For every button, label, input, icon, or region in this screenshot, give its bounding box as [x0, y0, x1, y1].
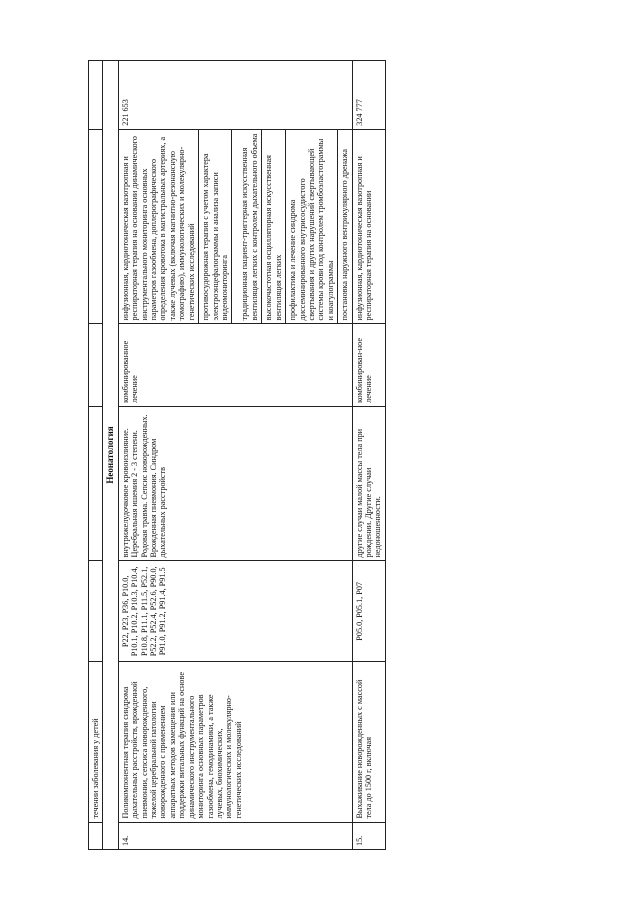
- method-item: постановка наружного вентрикулярного дренажа: [340, 149, 350, 321]
- row-number: 15.: [352, 822, 385, 849]
- service-name: Поликомпонентная терапия синдрома дыхательных расстройств, врожденной пневмонии, сепсиса новорожденного, тяжелой церебральной патологии новорожденного с применением аппаратных методов замещения или поддержки витальных функций на основе динамического инструментального мониторинга основных параметров газообмена, гемодинамики, а также лучевых, биохимических, иммунологических и молекулярно-генетических исследований: [118, 662, 352, 822]
- treatment-type: комбинирован-ное лечение: [352, 324, 385, 406]
- patient-model: внутрижелудочковое кровоизлияние. Церебральная ишемия 2 - 3 степени. Родовая травма. Сепсис новорожденных. Врожденная пневмония. Синдром дыхательных расстройств: [118, 406, 352, 561]
- cont-cell-5: [89, 324, 103, 406]
- rotated-document-page: [88, 60, 614, 850]
- treatment-methods: [118, 129, 352, 324]
- table-row: [352, 61, 385, 850]
- method-text: традиционная пациент-триггерная искусственная вентиляция легких с контролем дыхательного объема: [240, 133, 259, 321]
- method-item: противосудорожная терапия с учетом характера электроэнцефалограммы и анализа записи видеомониторинга: [199, 130, 232, 324]
- cont-cell-4: [89, 406, 103, 561]
- section-row: [103, 61, 118, 850]
- service-name: Выхаживание новорожденных с массой тела до 1500 г, включая: [352, 662, 385, 822]
- cont-cell-2: течении заболевания у детей: [89, 662, 103, 822]
- price-value: 221 653: [118, 61, 352, 130]
- method-item: инфузионная, кардиотоническая вазотропная и респираторная терапия на основании динамического инструментального мониторинга основных параметров газообмена, доплерографического определения кровотока в магистральных артериях, а также лучевых (включая магнитно-резонансную томографию), иммунологических и молекулярно-генетических исследований: [119, 130, 199, 324]
- treatment-methods: [352, 129, 385, 324]
- method-item: высокочастотная осцилляторная искусственная вентиляция легких: [262, 130, 286, 324]
- icd-codes: P22, P23, P36, P10.0, P10.1, P10.2, P10.3, P10.4, P10.8, P11.1, P11.5, P52.1, P52.2, P52.4, P52.6, P90.0, P91.0, P91.2, P91.4, P91.5: [118, 561, 352, 662]
- table-row: [118, 61, 352, 850]
- cont-cell-1: [89, 822, 103, 849]
- continuation-row: [89, 61, 103, 850]
- section-title: Неонатология: [103, 61, 118, 850]
- cont-cell-6: [89, 129, 103, 324]
- patient-model: другие случаи малой массы тела при рождении. Другие случаи недоношенности.: [352, 406, 385, 561]
- row-number: 14.: [118, 822, 352, 849]
- services-table: [88, 60, 386, 850]
- cont-cell-7: [89, 61, 103, 130]
- method-item: профилактика и лечение синдрома диссеминированного внутрисосудистого свертывания и других нарушений свертывающей системы крови под контролем тромбоэластограммы и коагулограммы: [286, 130, 338, 324]
- price-value: 324 777: [352, 61, 385, 130]
- treatment-type: комбинированное лечение: [118, 324, 352, 406]
- method-item: инфузионная, кардиотоническая вазотропная и респираторная терапия на основании: [354, 156, 374, 321]
- method-item: [232, 130, 262, 324]
- cont-cell-3: [89, 561, 103, 662]
- icd-codes: P05.0, P05.1, P07: [352, 561, 385, 662]
